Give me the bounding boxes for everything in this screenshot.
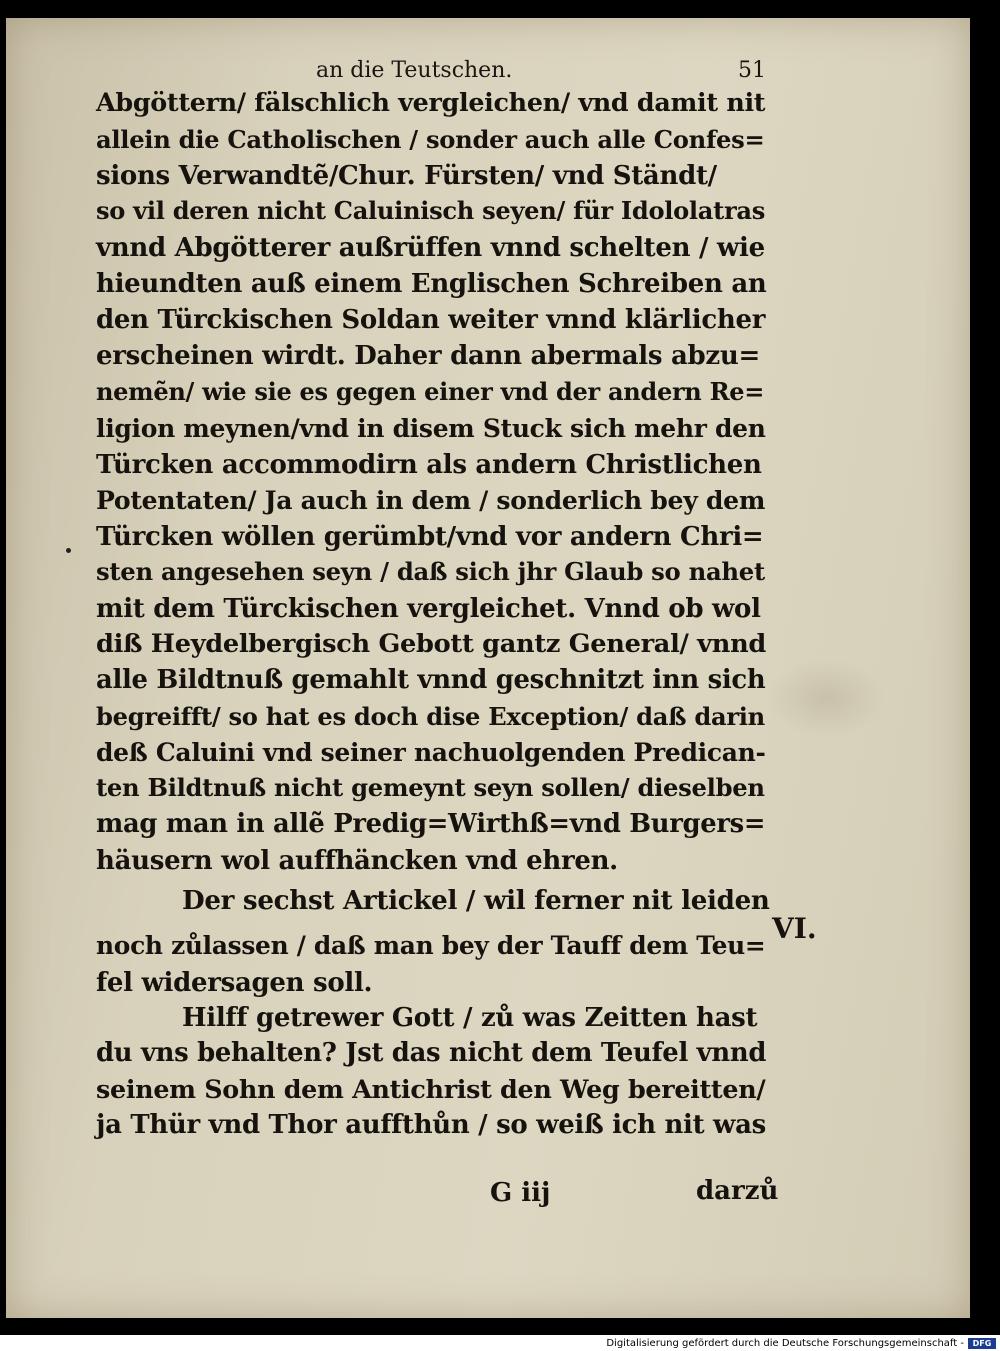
page-number: 51 xyxy=(738,58,766,83)
text-line: erscheinen wirdt. Daher dann abermals abzu= xyxy=(96,341,760,371)
text-line: den Türckischen Soldan weiter vnnd klärlicher xyxy=(96,305,766,335)
show-through-stain xyxy=(766,658,886,738)
text-line: so vil deren nicht Caluinisch seyen/ für Idololatras xyxy=(96,196,765,225)
text-line: Türcken accommodirn als andern Christlichen xyxy=(96,450,762,480)
catchword: darzů xyxy=(696,1176,779,1206)
text-line: Der sechst Artickel / wil ferner nit leiden xyxy=(182,885,770,916)
text-line: Potentaten/ Ja auch in dem / sonderlich bey dem xyxy=(96,485,766,515)
text-line: du vns behalten? Jst das nicht dem Teufel vnnd xyxy=(96,1038,767,1068)
signature-mark: G iij xyxy=(490,1178,551,1208)
text-line: ten Bildtnuß nicht gemeynt seyn sollen/ dieselben xyxy=(96,773,765,802)
text-line: deß Caluini vnd seiner nachuolgenden Predican- xyxy=(96,738,766,767)
text-line: sions Verwandtẽ/Chur. Fürsten/ vnd Ständt/ xyxy=(96,161,717,191)
text-line: nemẽn/ wie sie es gegen einer vnd der andern Re= xyxy=(96,377,765,406)
text-line: begreifft/ so hat es doch dise Exception/ daß darin xyxy=(96,702,765,731)
running-title: an die Teutschen. xyxy=(316,58,513,83)
margin-note: VI. xyxy=(772,912,817,945)
text-line: sten angesehen seyn / daß sich jhr Glaub so nahet xyxy=(96,557,765,586)
text-line: mag man in allẽ Predig=Wirthß=vnd Burgers= xyxy=(96,809,766,839)
text-line: noch zůlassen / daß man bey der Tauff dem Teu= xyxy=(96,931,766,960)
text-line: Hilff getrewer Gott / zů was Zeitten hast xyxy=(182,1003,758,1033)
dfg-logo: DFG xyxy=(968,1338,996,1349)
text-line: vnnd Abgötterer außrüffen vnnd schelten / wie xyxy=(96,233,765,263)
text-line: diß Heydelbergisch Gebott gantz General/ vnnd xyxy=(96,629,767,659)
text-line: seinem Sohn dem Antichrist den Weg bereitten/ xyxy=(96,1074,766,1104)
text-line: ligion meynen/vnd in disem Stuck sich mehr den xyxy=(96,414,766,443)
footer-credit: Digitalisierung gefördert durch die Deutsche Forschungsgemeinschaft - xyxy=(606,1338,964,1349)
footer-bar xyxy=(0,1335,1000,1351)
text-line: Türcken wöllen gerümbt/vnd vor andern Chri= xyxy=(96,522,764,552)
text-line: fel widersagen soll. xyxy=(96,968,373,998)
text-line: mit dem Türckischen vergleichet. Vnnd ob wol xyxy=(96,594,761,624)
text-line: hieundten auß einem Englischen Schreiben an xyxy=(96,269,767,299)
text-line: Abgöttern/ fälschlich vergleichen/ vnd damit nit xyxy=(96,87,766,117)
text-line: häusern wol auffhäncken vnd ehren. xyxy=(96,846,618,876)
text-line: ja Thür vnd Thor auffthůn / so weiß ich nit was xyxy=(96,1110,766,1140)
text-line: alle Bildtnuß gemahlt vnnd geschnitzt inn sich xyxy=(96,665,766,695)
ink-speck xyxy=(66,548,71,553)
book-page xyxy=(6,18,970,1318)
text-line: allein die Catholischen / sonder auch alle Confes= xyxy=(96,125,765,154)
